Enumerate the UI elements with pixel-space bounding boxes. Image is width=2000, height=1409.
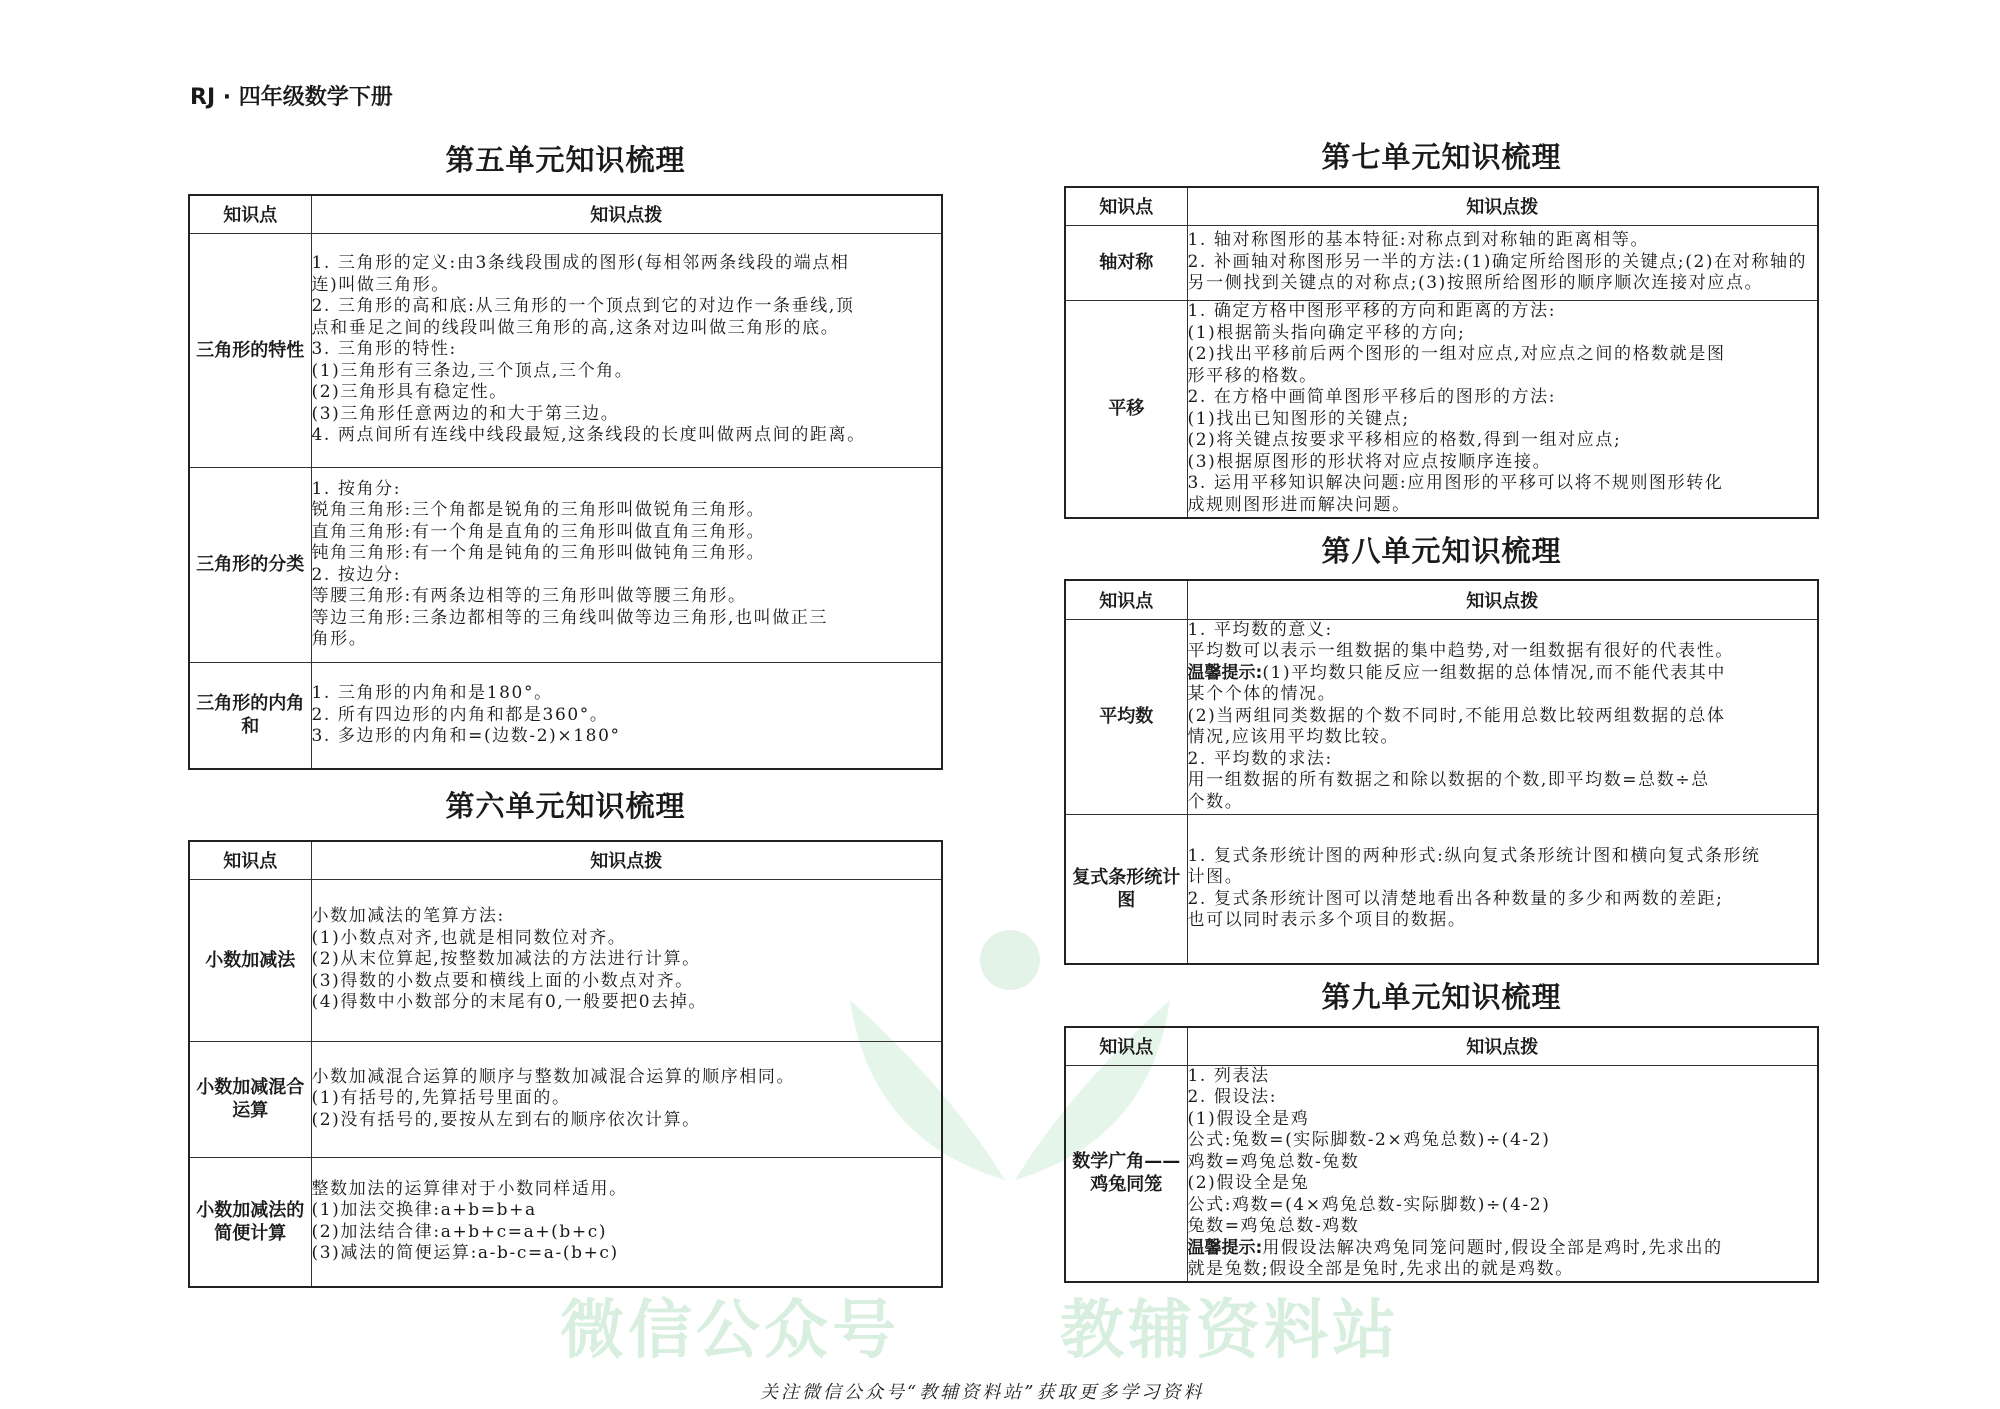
table-row xyxy=(189,662,942,769)
detail-line: 3. 运用平移知识解决问题:应用图形的平移可以将不规则图形转化 xyxy=(1187,473,1724,494)
table-header-row xyxy=(1065,580,1818,619)
unit7-table xyxy=(1064,186,1819,519)
tip-label: 温馨提示: xyxy=(1187,662,1263,683)
detail-line: 形平移的格数。 xyxy=(1187,365,1318,386)
watermark-text-1: 微信公众号 xyxy=(560,1294,900,1368)
detail-line: 点和垂足之间的线段叫做三角形的高,这条对边叫做三角形的底。 xyxy=(311,317,840,338)
detail-line: 用一组数据的所有数据之和除以数据的个数,即平均数=总数÷总 xyxy=(1187,770,1710,791)
detail-line: 等腰三角形:有两条边相等的三角形叫做等腰三角形。 xyxy=(311,586,747,606)
detail-line: 1. 确定方格中图形平移的方向和距离的方法: xyxy=(1187,301,1557,322)
header-topic: 知识点 xyxy=(1065,187,1187,225)
header-detail: 知识点拨 xyxy=(311,195,942,233)
detail-line: (2)没有括号的,要按从左到右的顺序依次计算。 xyxy=(311,1109,701,1130)
detail-line: 整数加法的运算律对于小数同样适用。 xyxy=(311,1178,628,1199)
detail-line: 角形。 xyxy=(311,629,368,649)
detail-line: 公式:鸡数=(4×鸡兔总数-实际脚数)÷(4-2) xyxy=(1187,1194,1551,1215)
detail-line: 某个个体的情况。 xyxy=(1187,684,1337,705)
detail-line: 2. 按边分: xyxy=(311,564,402,585)
detail-line: 另一侧找到关键点的对称点;(3)按照所给图形的顺序顺次连接对应点。 xyxy=(1187,273,1764,294)
detail-line: 2. 补画轴对称图形另一半的方法:(1)确定所给图形的关键点;(2)在对称轴的 xyxy=(1187,251,1808,272)
detail-line: (1)假设全是鸡 xyxy=(1187,1108,1310,1129)
detail-cell xyxy=(1187,1065,1818,1282)
unit6-title: 第六单元知识梳理 xyxy=(445,789,686,823)
detail-line: 计图。 xyxy=(1187,867,1244,888)
detail-line: (1)根据箭头指向确定平移的方向; xyxy=(1187,322,1466,343)
detail-line: 也可以同时表示多个项目的数据。 xyxy=(1187,910,1467,931)
topic-cell: 小数加减混合运算 xyxy=(189,1041,311,1157)
detail-line: 1. 列表法 xyxy=(1187,1065,1270,1086)
table-row xyxy=(189,879,942,1041)
detail-line: 小数加减混合运算的顺序与整数加减混合运算的顺序相同。 xyxy=(311,1066,796,1087)
table-row xyxy=(1065,225,1818,300)
unit7-title: 第七单元知识梳理 xyxy=(1321,140,1562,174)
detail-cell xyxy=(1187,225,1818,300)
detail-line: (2)假设全是兔 xyxy=(1187,1173,1310,1193)
detail-line: (2)将关键点按要求平移相应的格数,得到一组对应点; xyxy=(1187,430,1622,451)
detail-line: 平均数可以表示一组数据的集中趋势,对一组数据有很好的代表性。 xyxy=(1187,641,1734,662)
unit9-table xyxy=(1064,1026,1819,1283)
table-row xyxy=(1065,814,1818,964)
detail-line: (3)根据原图形的形状将对应点按顺序连接。 xyxy=(1187,451,1552,472)
table-row xyxy=(189,467,942,662)
detail-line: 2. 三角形的高和底:从三角形的一个顶点到它的对边作一条垂线,顶 xyxy=(311,296,855,317)
topic-cell: 小数加减法 xyxy=(189,879,311,1041)
tip-text: 用假设法解决鸡兔同笼问题时,假设全部是鸡时,先求出的 xyxy=(1262,1237,1723,1258)
unit8-table xyxy=(1064,579,1819,965)
unit5-table xyxy=(188,194,943,770)
detail-line: 2. 所有四边形的内角和都是360°。 xyxy=(311,704,609,725)
detail-line: (3)得数的小数点要和横线上面的小数点对齐。 xyxy=(311,970,694,991)
detail-line: (4)得数中小数部分的末尾有0,一般要把0去掉。 xyxy=(311,992,708,1013)
detail-cell xyxy=(311,467,942,662)
detail-line: 3. 多边形的内角和=(边数-2)×180° xyxy=(311,726,621,746)
header-topic: 知识点 xyxy=(189,195,311,233)
detail-line: (2)三角形具有稳定性。 xyxy=(311,382,508,403)
detail-line: 1. 平均数的意义: xyxy=(1187,619,1333,640)
detail-line xyxy=(1188,663,1818,685)
detail-cell xyxy=(1187,300,1818,518)
detail-line xyxy=(1188,1238,1818,1260)
table-row xyxy=(1065,300,1818,518)
detail-cell xyxy=(311,879,942,1041)
detail-line: 兔数=鸡兔总数-鸡数 xyxy=(1187,1216,1360,1236)
table-header-row xyxy=(1065,187,1818,225)
header-topic: 知识点 xyxy=(1065,1027,1187,1065)
detail-cell xyxy=(311,1157,942,1287)
detail-line: 成规则图形进而解决问题。 xyxy=(1187,494,1411,515)
unit9-title: 第九单元知识梳理 xyxy=(1321,980,1562,1014)
detail-line: 个数。 xyxy=(1187,791,1244,812)
detail-line: 2. 在方格中画简单图形平移后的图形的方法: xyxy=(1187,387,1557,408)
table-header-row xyxy=(189,195,942,233)
detail-line: (1)加法交换律:a+b=b+a xyxy=(311,1200,537,1221)
table-row xyxy=(189,1157,942,1287)
detail-line: (1)三角形有三条边,三个顶点,三个角。 xyxy=(311,360,634,381)
detail-line: 钝角三角形:有一个角是钝角的三角形叫做钝角三角形。 xyxy=(311,543,766,563)
detail-line: 锐角三角形:三个角都是锐角的三角形叫做锐角三角形。 xyxy=(311,500,766,520)
detail-line: (1)有括号的,先算括号里面的。 xyxy=(311,1088,571,1109)
unit5-title: 第五单元知识梳理 xyxy=(445,143,686,177)
topic-cell: 平均数 xyxy=(1065,619,1187,814)
detail-line: 等边三角形:三条边都相等的三角线叫做等边三角形,也叫做正三 xyxy=(311,607,829,628)
topic-cell: 数学广角——鸡兔同笼 xyxy=(1065,1065,1187,1282)
table-row xyxy=(189,233,942,467)
topic-cell: 三角形的特性 xyxy=(189,233,311,467)
detail-line: 3. 三角形的特性: xyxy=(311,339,457,360)
detail-line: 2. 复式条形统计图可以清楚地看出各种数量的多少和两数的差距; xyxy=(1187,888,1724,909)
detail-line: (2)当两组同类数据的个数不同时,不能用总数比较两组数据的总体 xyxy=(1187,705,1726,726)
header-detail: 知识点拨 xyxy=(311,841,942,879)
detail-line: 2. 假设法: xyxy=(1187,1087,1278,1107)
header-topic: 知识点 xyxy=(1065,580,1187,619)
topic-cell: 三角形的内角和 xyxy=(189,662,311,769)
detail-line: 情况,应该用平均数比较。 xyxy=(1187,727,1400,748)
detail-line: (3)三角形任意两边的和大于第三边。 xyxy=(311,403,620,424)
detail-line: 1. 三角形的内角和是180°。 xyxy=(311,683,553,703)
book-header: RJ · 四年级数学下册 xyxy=(190,85,393,110)
detail-line: 1. 按角分: xyxy=(311,478,402,499)
detail-line: 1. 三角形的定义:由3条线段围成的图形(每相邻两条线段的端点相 xyxy=(311,253,850,274)
detail-cell xyxy=(1187,619,1818,814)
header-detail: 知识点拨 xyxy=(1187,1027,1818,1065)
detail-line: 就是兔数;假设全部是兔时,先求出的就是鸡数。 xyxy=(1187,1259,1574,1279)
detail-line: 直角三角形:有一个角是直角的三角形叫做直角三角形。 xyxy=(311,521,766,542)
detail-line: 4. 两点间所有连线中线段最短,这条线段的长度叫做两点间的距离。 xyxy=(311,425,866,446)
tip-label: 温馨提示: xyxy=(1187,1237,1263,1258)
tip-text: (1)平均数只能反应一组数据的总体情况,而不能代表其中 xyxy=(1262,662,1726,683)
table-header-row xyxy=(1065,1027,1818,1065)
detail-line: 1. 复式条形统计图的两种形式:纵向复式条形统计图和横向复式条形统 xyxy=(1187,845,1761,866)
detail-line: (2)从末位算起,按整数加减法的方法进行计算。 xyxy=(311,949,701,970)
detail-cell xyxy=(1187,814,1818,964)
unit6-table xyxy=(188,840,943,1288)
detail-line: (1)小数点对齐,也就是相同数位对齐。 xyxy=(311,927,627,948)
watermark-text-2: 教辅资料站 xyxy=(1060,1294,1400,1368)
table-row xyxy=(1065,619,1818,814)
detail-line: 小数加减法的笔算方法: xyxy=(311,906,505,927)
topic-cell: 复式条形统计图 xyxy=(1065,814,1187,964)
detail-line: 鸡数=鸡兔总数-兔数 xyxy=(1187,1151,1360,1172)
detail-line: (3)减法的简便运算:a-b-c=a-(b+c) xyxy=(311,1243,619,1264)
table-row xyxy=(1065,1065,1818,1282)
unit8-title: 第八单元知识梳理 xyxy=(1321,534,1562,568)
header-topic: 知识点 xyxy=(189,841,311,879)
footer-note: 关注微信公众号“教辅资料站”获取更多学习资料 xyxy=(760,1382,1205,1403)
table-row xyxy=(189,1041,942,1157)
detail-cell xyxy=(311,233,942,467)
header-detail: 知识点拨 xyxy=(1187,580,1818,619)
detail-line: (2)找出平移前后两个图形的一组对应点,对应点之间的格数就是图 xyxy=(1187,344,1726,365)
detail-cell xyxy=(311,1041,942,1157)
header-detail: 知识点拨 xyxy=(1187,187,1818,225)
table-header-row xyxy=(189,841,942,879)
topic-cell: 三角形的分类 xyxy=(189,467,311,662)
detail-line: 1. 轴对称图形的基本特征:对称点到对称轴的距离相等。 xyxy=(1187,230,1650,251)
detail-line: (2)加法结合律:a+b+c=a+(b+c) xyxy=(311,1221,608,1242)
detail-line: 公式:兔数=(实际脚数-2×鸡兔总数)÷(4-2) xyxy=(1187,1130,1551,1150)
detail-line: 连)叫做三角形。 xyxy=(311,274,450,295)
topic-cell: 平移 xyxy=(1065,300,1187,518)
detail-cell xyxy=(311,662,942,769)
detail-line: 2. 平均数的求法: xyxy=(1187,748,1333,769)
topic-cell: 小数加减法的简便计算 xyxy=(189,1157,311,1287)
detail-line: (1)找出已知图形的关键点; xyxy=(1187,408,1410,429)
topic-cell: 轴对称 xyxy=(1065,225,1187,300)
